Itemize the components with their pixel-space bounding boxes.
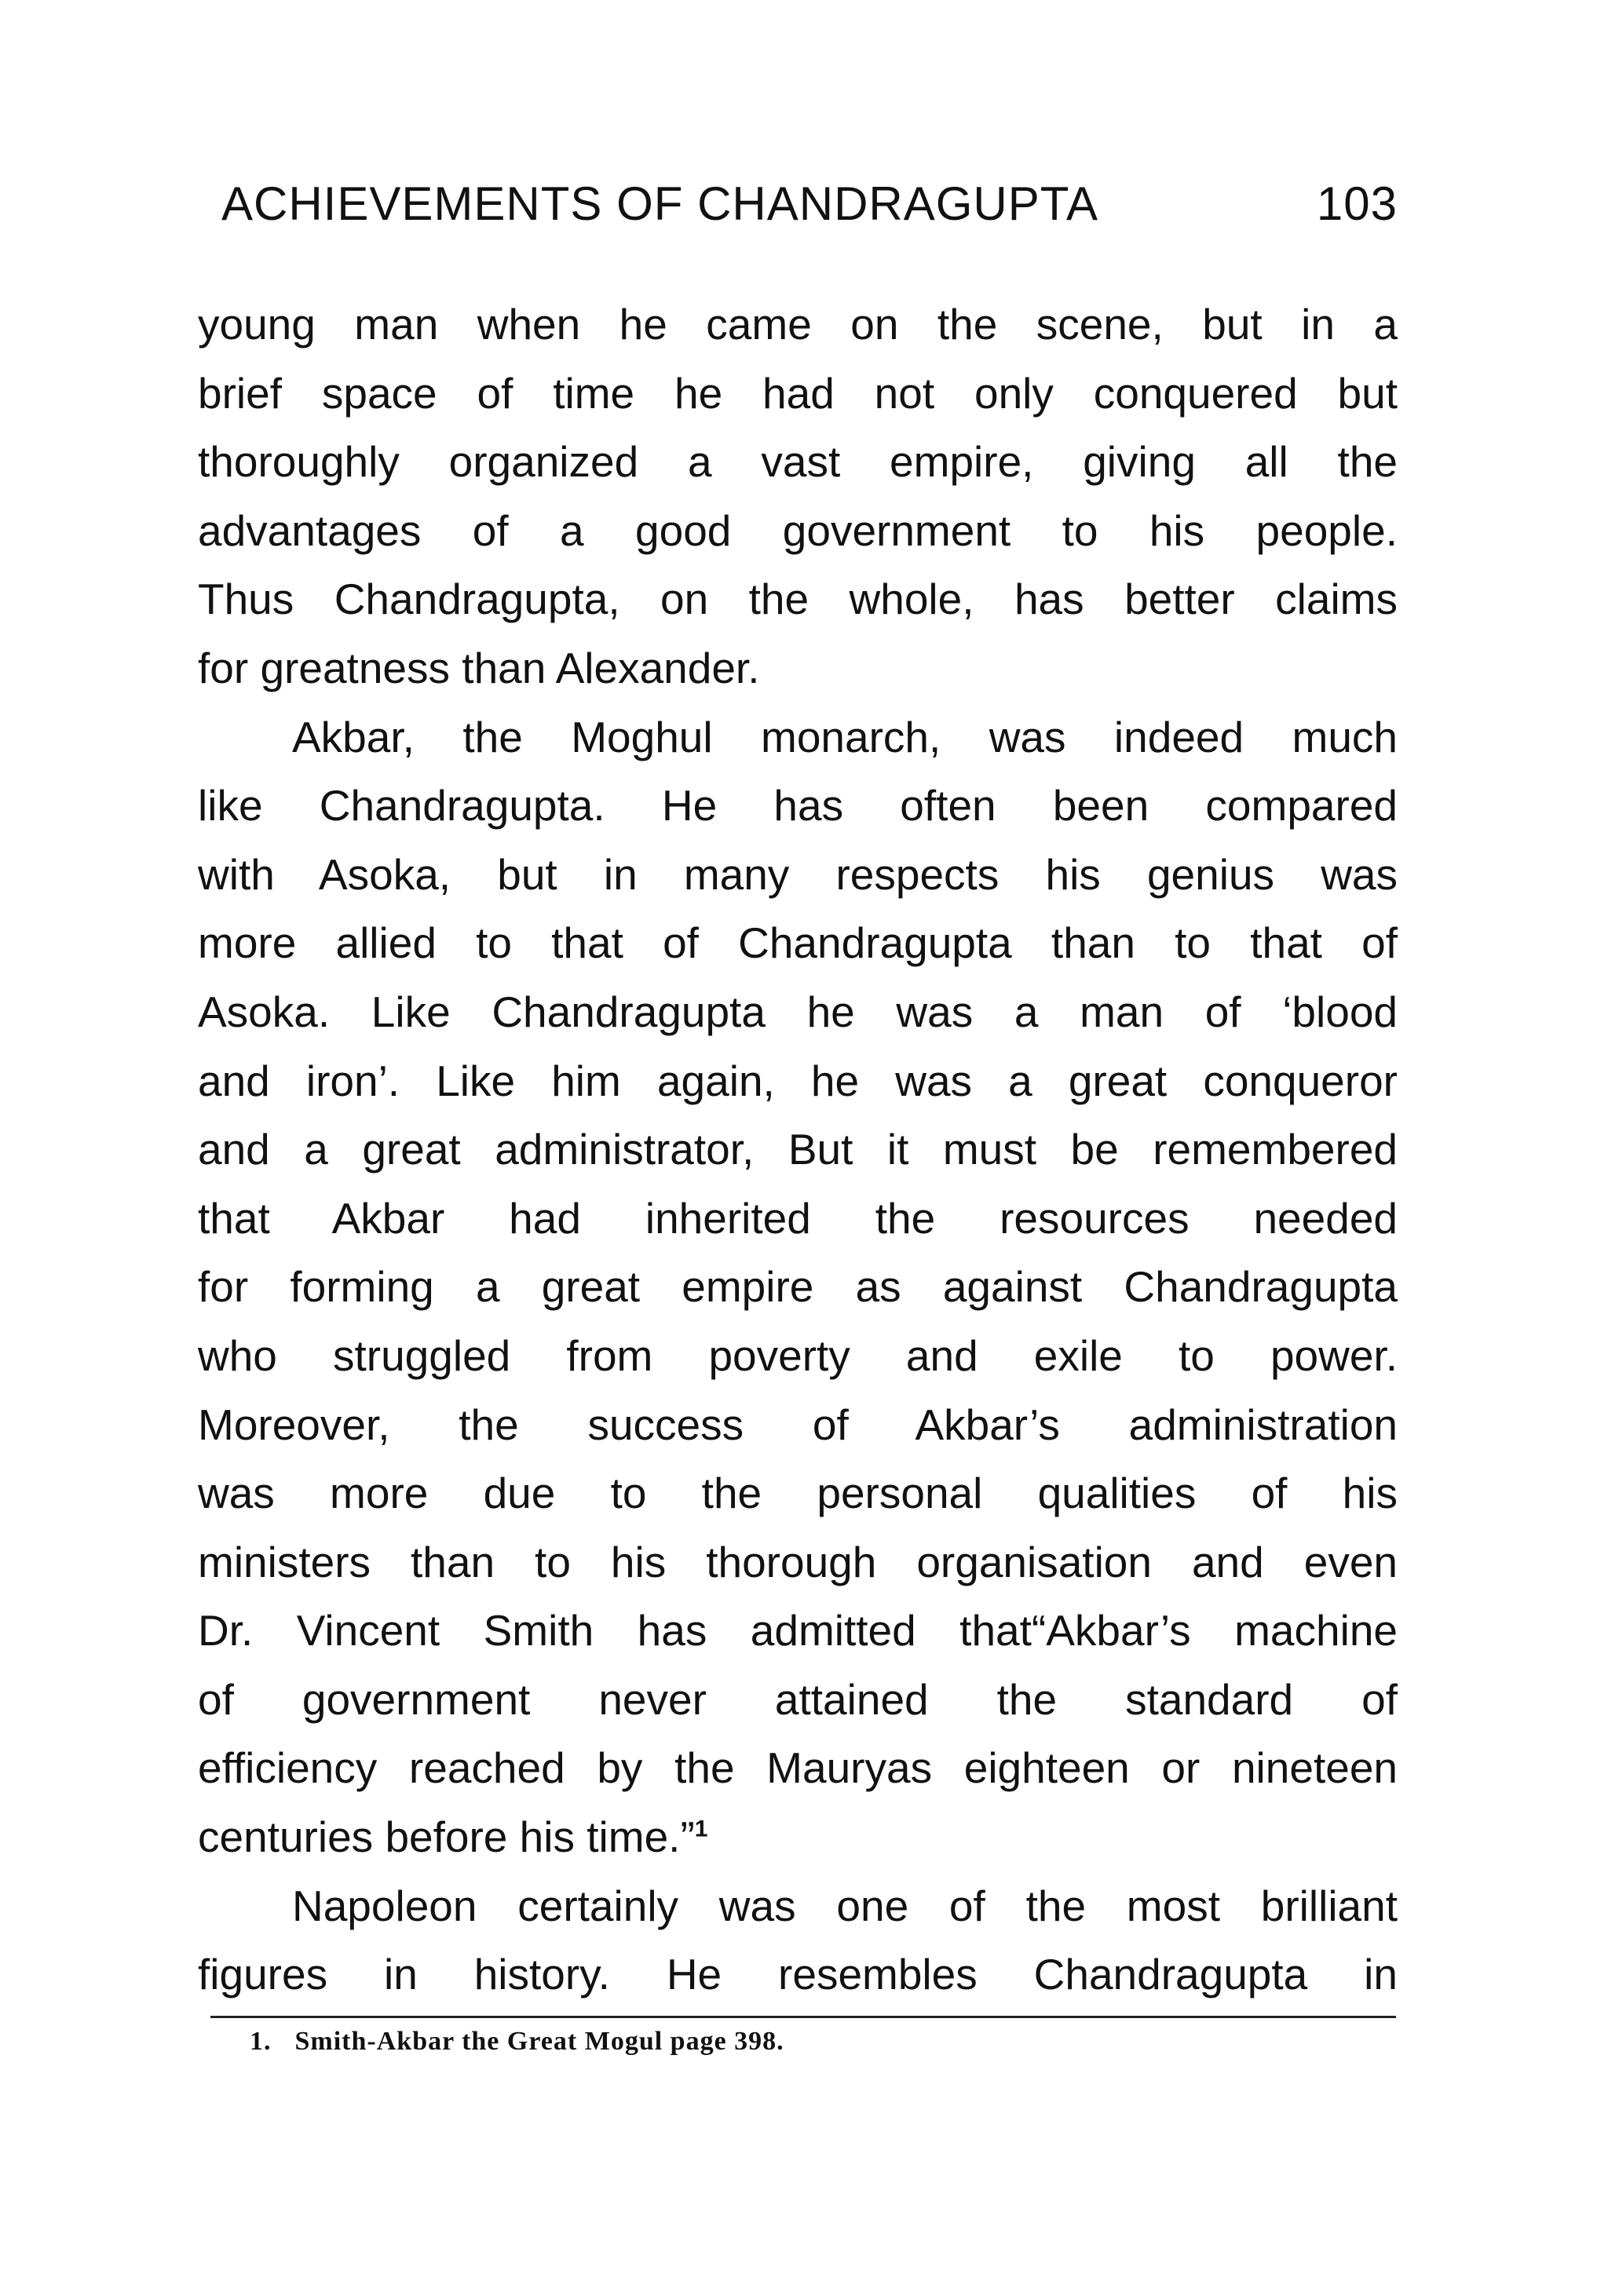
text-line: was more due to the personal qualities of his xyxy=(198,1469,1398,1518)
paragraph-2 xyxy=(198,703,1398,1872)
text-line: with Asoka, but in many respects his genius was xyxy=(198,849,1398,899)
text-line-with-footnote xyxy=(198,1803,1398,1872)
text-line: ministers than to his thorough organisation and even xyxy=(198,1537,1398,1586)
footnote-number: 1. xyxy=(250,2027,272,2056)
body-text xyxy=(198,290,1398,2009)
text-line: of government never attained the standard of xyxy=(198,1674,1398,1724)
text-line: brief space of time he had not only conquered but xyxy=(198,368,1398,418)
footnote-text: Smith-Akbar the Great Mogul page 398. xyxy=(294,2027,784,2056)
paragraph-1 xyxy=(198,290,1398,703)
running-head xyxy=(221,174,1398,234)
text-line: Asoka. Like Chandragupta he was a man of ‘blood xyxy=(198,987,1398,1036)
text-line: for greatness than Alexander. xyxy=(198,643,760,692)
text-line: Thus Chandragupta, on the whole, has better claims xyxy=(198,575,1398,624)
paragraph-3 xyxy=(198,1872,1398,2009)
text-line: Dr. Vincent Smith has admitted that“Akbar’s machine xyxy=(198,1606,1398,1655)
text-line: like Chandragupta. He has often been compared xyxy=(198,781,1398,830)
footnote-reference[interactable]: 1 xyxy=(694,1816,708,1842)
text-line: thoroughly organized a vast empire, giving all the xyxy=(198,437,1398,487)
text-line: Moreover, the success of Akbar’s administration xyxy=(198,1400,1398,1449)
text-line: young man when he came on the scene, but in a xyxy=(198,300,1398,349)
text-line: Napoleon certainly was one of the most brilliant xyxy=(292,1881,1398,1930)
text-line: efficiency reached by the Mauryas eighteen or nineteen xyxy=(198,1743,1398,1793)
text-line: and a great administrator, But it must be remembered xyxy=(198,1125,1398,1174)
text-line: who struggled from poverty and exile to power. xyxy=(198,1331,1398,1380)
text-line: that Akbar had inherited the resources needed xyxy=(198,1193,1398,1243)
text-line: and iron’. Like him again, he was a great conqueror xyxy=(198,1056,1398,1105)
page-number: 103 xyxy=(1316,177,1398,230)
chapter-title: ACHIEVEMENTS OF CHANDRAGUPTA xyxy=(221,177,1098,230)
text-line: more allied to that of Chandragupta than to that of xyxy=(198,918,1398,968)
text-line: figures in history. He resembles Chandragupta in xyxy=(198,1950,1398,1999)
text-line: Akbar, the Moghul monarch, was indeed much xyxy=(292,712,1398,761)
text-line-content: centuries before his time.” xyxy=(198,1812,695,1862)
text-line: advantages of a good government to his people. xyxy=(198,506,1398,555)
footnote-divider xyxy=(210,2016,1396,2018)
footnote xyxy=(250,2027,784,2057)
text-line: for forming a great empire as against Chandragupta xyxy=(198,1262,1398,1312)
